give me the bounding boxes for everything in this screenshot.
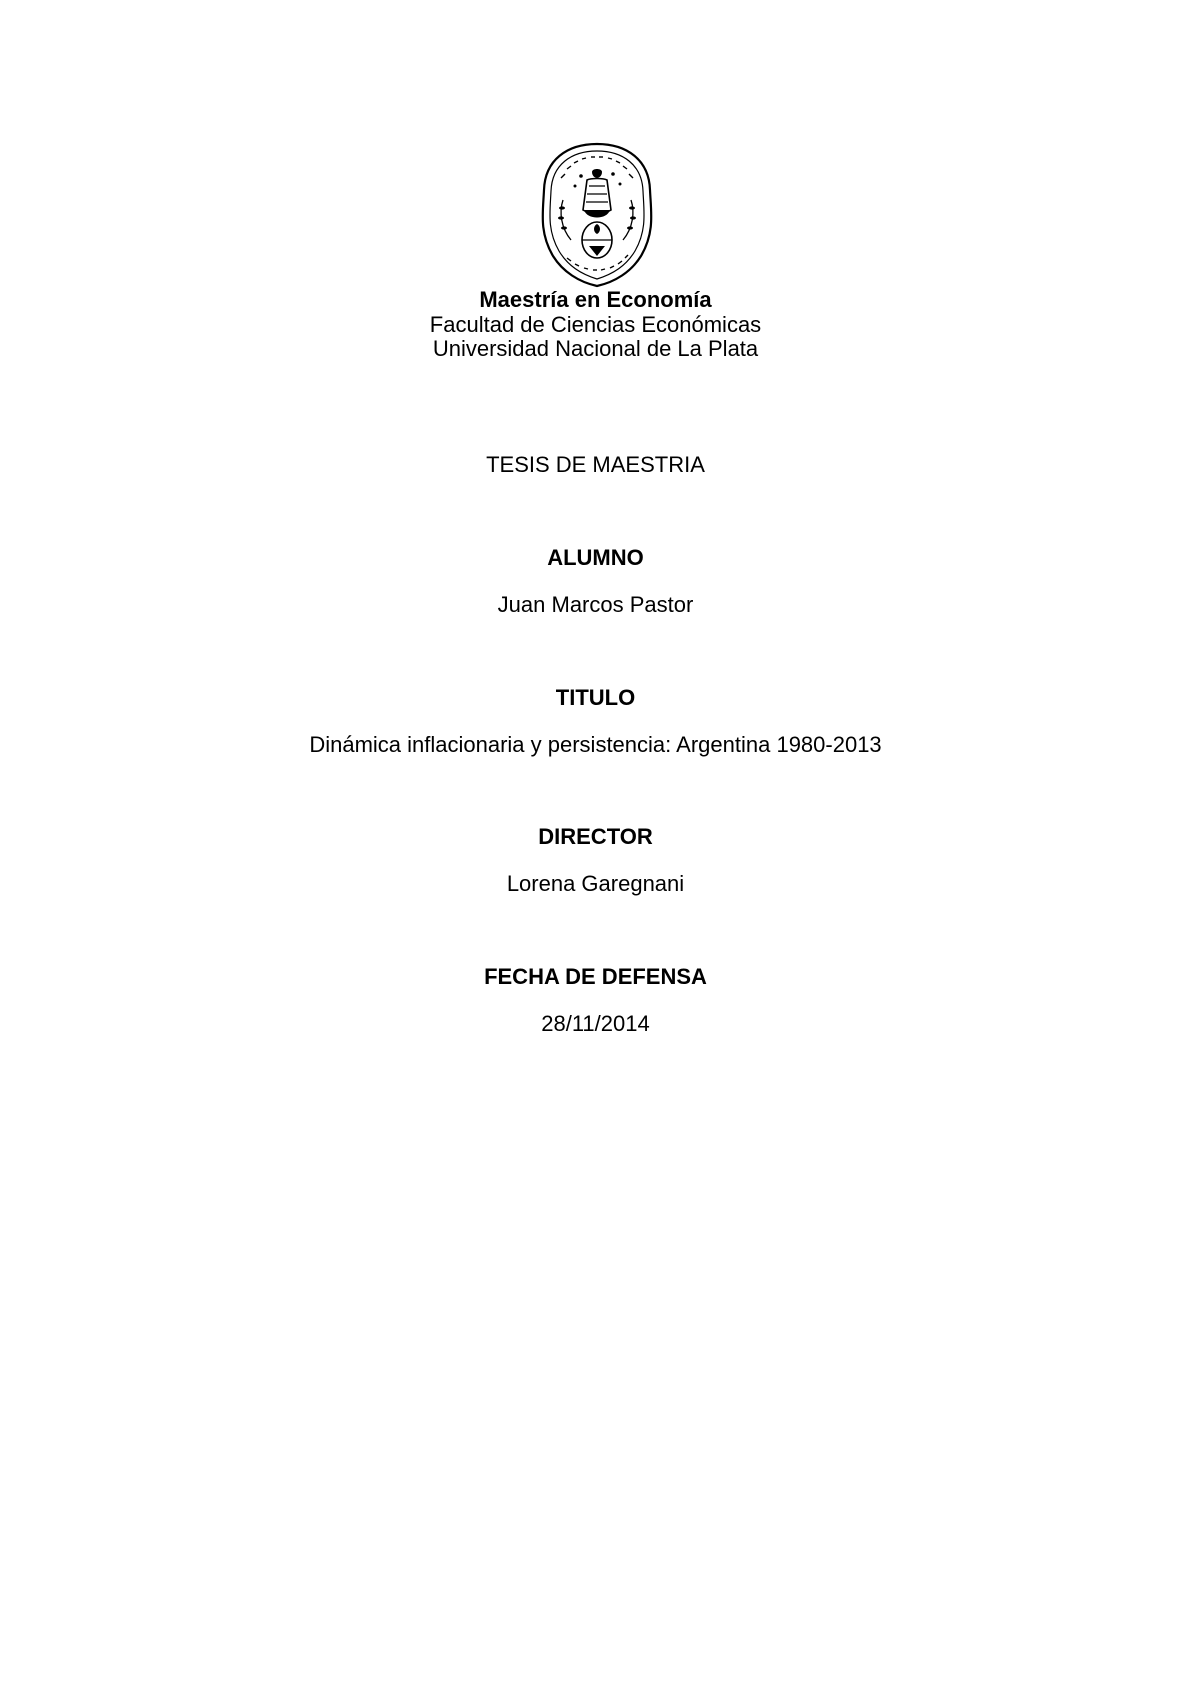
university-seal-icon <box>537 140 657 288</box>
director-label: DIRECTOR <box>538 824 653 849</box>
program-name: Maestría en Economía <box>479 287 712 312</box>
defense-date-value: 28/11/2014 <box>541 1011 650 1036</box>
faculty-name: Facultad de Ciencias Económicas <box>429 312 762 337</box>
document-type: TESIS DE MAESTRIA <box>486 452 705 477</box>
director-name: Lorena Garegnani <box>506 871 685 896</box>
university-name: Universidad Nacional de La Plata <box>432 336 759 361</box>
student-label: ALUMNO <box>547 545 644 570</box>
title-label: TITULO <box>555 685 636 710</box>
defense-date-label: FECHA DE DEFENSA <box>484 964 707 989</box>
student-name: Juan Marcos Pastor <box>497 592 694 617</box>
thesis-title: Dinámica inflacionaria y persistencia: Argentina 1980-2013 <box>309 732 882 757</box>
